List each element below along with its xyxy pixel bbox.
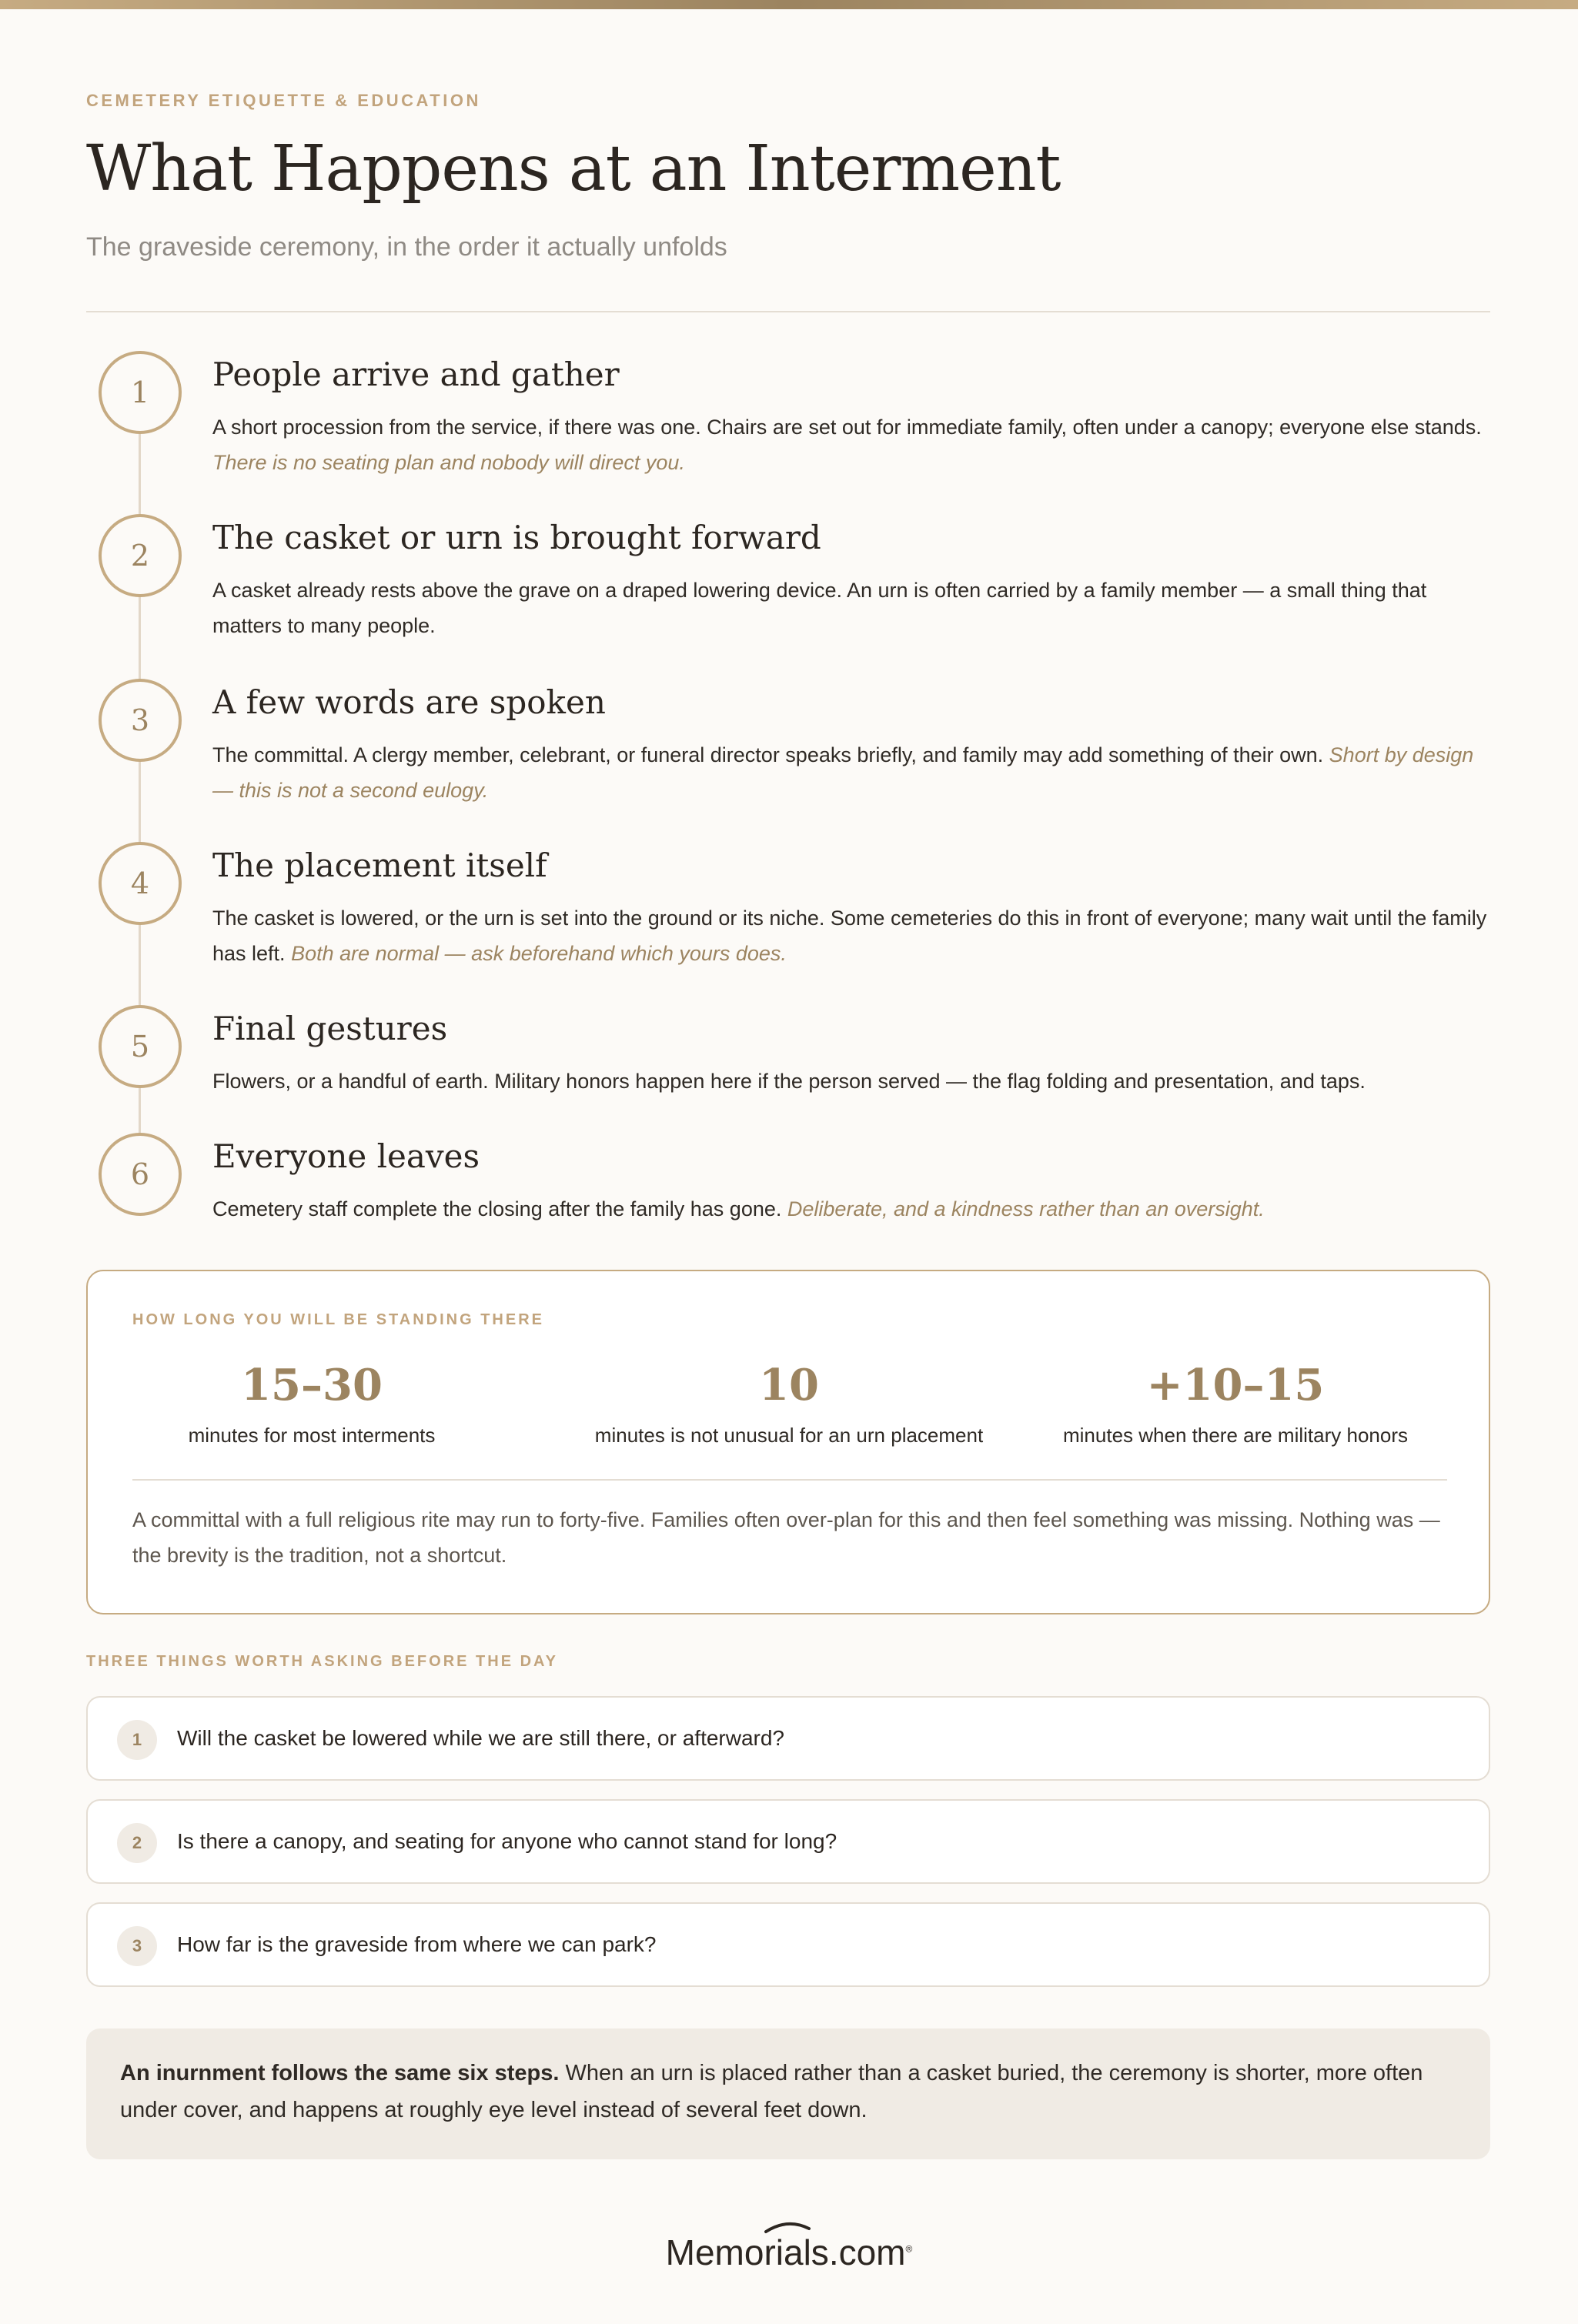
standing-time-box xyxy=(86,1270,1490,1614)
step-title: Everyone leaves xyxy=(212,1137,480,1175)
step-number: 1 xyxy=(99,351,182,434)
stat-caption: minutes for most interments xyxy=(188,1424,436,1447)
step-number: 5 xyxy=(99,1005,182,1088)
callout-lead: An inurnment follows the same six steps. xyxy=(120,2061,560,2085)
step-number: 4 xyxy=(99,842,182,925)
ceremony-timeline xyxy=(86,351,1490,1236)
step-body xyxy=(212,1191,1490,1227)
step-emphasis: Both are normal — ask beforehand which yours does. xyxy=(291,942,787,965)
step-text: The committal. A clergy member, celebrant, or funeral director speaks briefly, and family may add something of their own. xyxy=(212,743,1324,766)
step-title: The casket or urn is brought forward xyxy=(212,519,821,556)
step-body xyxy=(212,900,1490,971)
step-text: Flowers, or a handful of earth. Military honors happen here if the person served — the flag folding and presentation, and taps. xyxy=(212,1070,1366,1093)
question-card xyxy=(86,1696,1490,1781)
step-text: Cemetery staff complete the closing after the family has gone. xyxy=(212,1197,782,1220)
stat-military-honors xyxy=(1011,1356,1459,1447)
header-divider xyxy=(86,311,1490,312)
questions-label: THREE THINGS WORTH ASKING BEFORE THE DAY xyxy=(86,1653,558,1670)
callout-text xyxy=(120,2055,1459,2129)
step-title: A few words are spoken xyxy=(212,683,606,721)
stat-urn-placement xyxy=(565,1356,1013,1447)
step-emphasis: There is no seating plan and nobody will direct you. xyxy=(212,451,685,474)
step-number: 6 xyxy=(99,1133,182,1216)
step-emphasis: Short by design — this is not a second eulogy. xyxy=(212,743,1474,802)
stat-caption: minutes is not unusual for an urn placement xyxy=(594,1424,984,1447)
step-body xyxy=(212,573,1490,643)
step-text: The casket is lowered, or the urn is set into the ground or its niche. Some cemeteries do this in front of everyone; many wait until the family has left. xyxy=(212,907,1487,965)
standing-time-note: A committal with a full religious rite may run to forty-five. Families often over-plan for this and then feel something was missing. Nothing was — the brevity is the tradition, not a shortcut. xyxy=(132,1508,1440,1567)
step-title: People arrive and gather xyxy=(212,356,620,393)
stat-value: +10–15 xyxy=(1146,1360,1325,1411)
step-emphasis: Deliberate, and a kindness rather than an oversight. xyxy=(787,1197,1265,1220)
question-number: 2 xyxy=(117,1823,157,1863)
question-number: 1 xyxy=(117,1720,157,1760)
step-text: A short procession from the service, if there was one. Chairs are set out for immediate family, often under a canopy; everyone else stands. xyxy=(212,416,1482,439)
step-body xyxy=(212,737,1490,808)
logo-wordmark xyxy=(666,2232,913,2273)
question-card xyxy=(86,1799,1490,1884)
logo-registered-mark: ® xyxy=(905,2243,913,2255)
step-body xyxy=(212,1063,1490,1099)
step-title: Final gestures xyxy=(212,1010,448,1047)
stat-value: 10 xyxy=(759,1360,819,1411)
eyebrow: CEMETERY ETIQUETTE & EDUCATION xyxy=(86,91,481,110)
memorials-logo xyxy=(0,2232,1578,2273)
page-title: What Happens at an Interment xyxy=(86,132,1061,205)
question-number: 3 xyxy=(117,1926,157,1966)
question-text: Is there a canopy, and seating for anyone who cannot stand for long? xyxy=(177,1829,837,1853)
box-divider xyxy=(132,1479,1447,1481)
top-accent-bar xyxy=(0,0,1578,9)
step-text: A casket already rests above the grave on a draped lowering device. An urn is often carried by a family member — a small thing that matters to many people. xyxy=(212,579,1427,637)
logo-suffix: .com xyxy=(828,2232,906,2272)
question-text: Will the casket be lowered while we are still there, or afterward? xyxy=(177,1726,785,1750)
question-card xyxy=(86,1902,1490,1987)
step-number: 3 xyxy=(99,679,182,762)
page-subtitle: The graveside ceremony, in the order it actually unfolds xyxy=(86,232,727,262)
stat-value: 15–30 xyxy=(241,1360,383,1411)
step-number: 2 xyxy=(99,514,182,597)
standing-time-label: HOW LONG YOU WILL BE STANDING THERE xyxy=(132,1311,544,1328)
logo-swoosh-icon xyxy=(764,2221,811,2235)
stat-most-interments xyxy=(88,1356,536,1447)
stat-caption: minutes when there are military honors xyxy=(1063,1424,1408,1447)
inurnment-callout xyxy=(86,2028,1490,2159)
logo-name: Memorials xyxy=(665,2232,829,2272)
question-text: How far is the graveside from where we can park? xyxy=(177,1932,657,1956)
callout-body: When an urn is placed rather than a casket buried, the ceremony is shorter, more often under cover, and happens at roughly eye level instead of several feet down. xyxy=(120,2061,1423,2122)
step-body xyxy=(212,409,1490,480)
step-title: The placement itself xyxy=(212,846,547,884)
